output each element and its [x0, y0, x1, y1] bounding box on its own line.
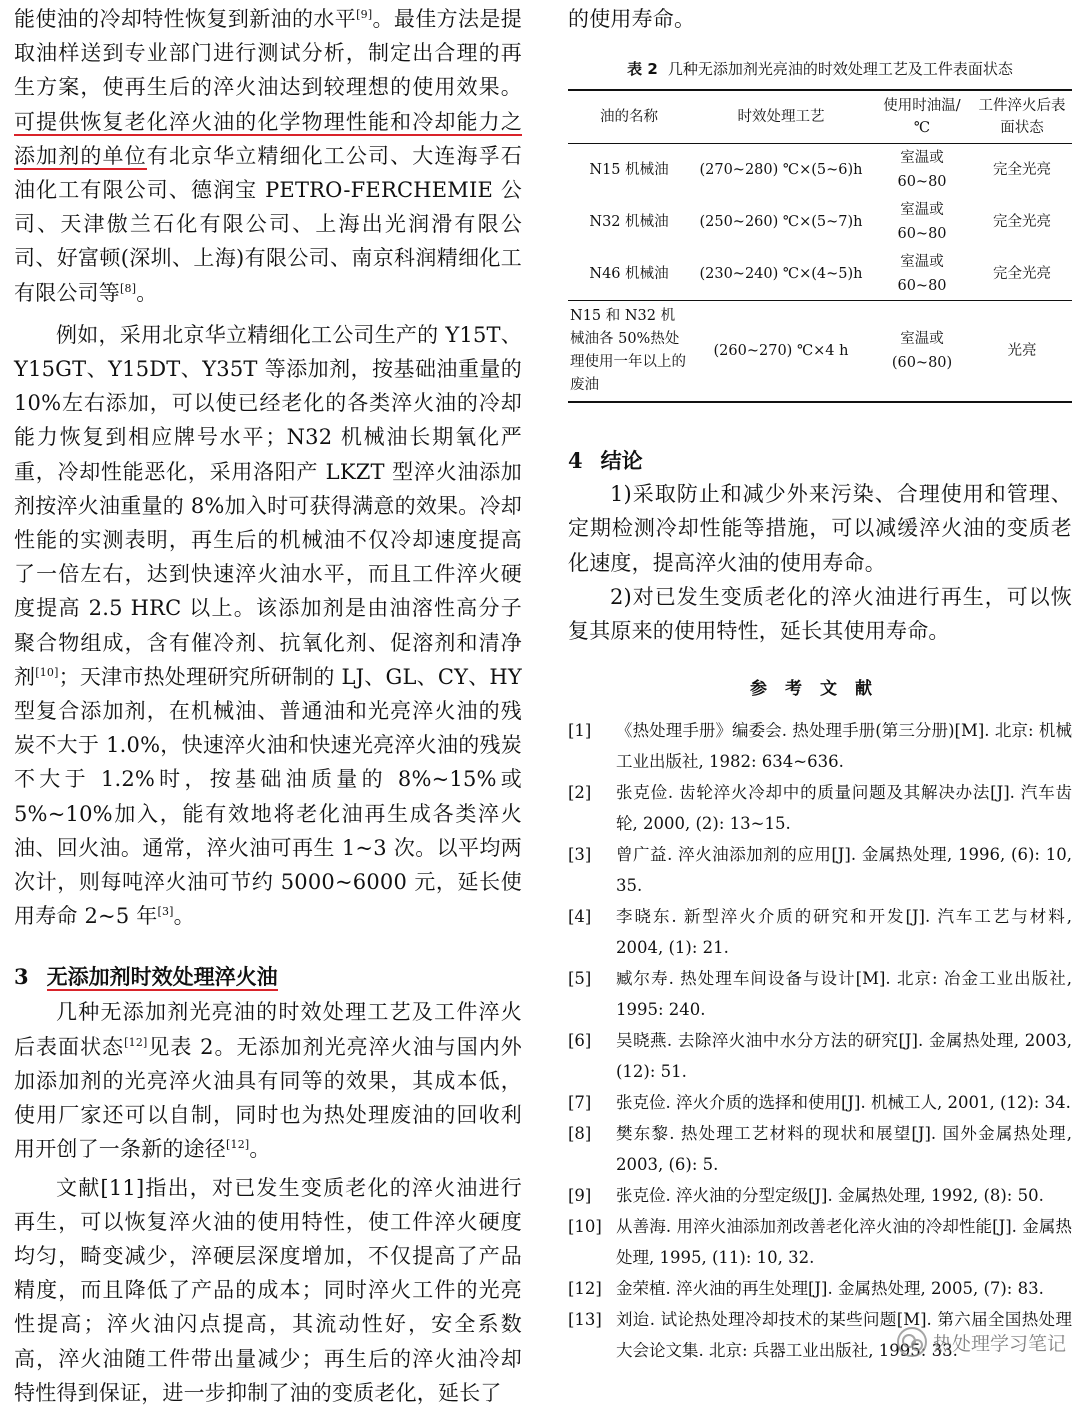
reference-item — [568, 1180, 1072, 1211]
paragraph — [14, 318, 522, 934]
section-heading — [14, 961, 522, 993]
section-number: 3 — [14, 964, 29, 990]
table-row — [568, 248, 1072, 301]
reference-text: 《热处理手册》编委会. 热处理手册(第三分册)[M]. 北京: 机械工业出版社, 1982: 634~636. — [616, 721, 1072, 772]
text: 。 — [136, 280, 158, 305]
reference-item — [568, 777, 1072, 839]
reference-number: [1] — [568, 721, 592, 741]
paragraph: 文献[11]指出，对已发生变质老化的淬火油进行再生，可以恢复淬火油的使用特性，使工件淬火硬度均匀，畸变减少，淬硬层深度增加，不仅提高了产品精度，而且降低了产品的成本；同时淬火工件的光亮性提高；淬火油闪点提高，其流动性好，安全系数高，淬火油随工件带出量减少；再生后的淬火油冷却特性得到保证，进一步抑制了油的变质老化，延长了 — [14, 1175, 522, 1405]
paragraph — [14, 995, 522, 1166]
reference-text: 樊东黎. 热处理工艺材料的现状和展望[J]. 国外金属热处理, 2003, (6): 5. — [616, 1124, 1072, 1175]
table-cell: N46 机械油 — [589, 266, 669, 283]
references-list — [568, 715, 1072, 1366]
table-cell: 室温或 60~80 — [897, 150, 947, 191]
wechat-icon — [897, 1327, 927, 1357]
citation: [9] — [356, 8, 373, 21]
reference-item — [568, 1118, 1072, 1180]
table-cell: N32 机械油 — [589, 214, 669, 231]
reference-item — [568, 901, 1072, 963]
section-number: 4 — [568, 448, 583, 474]
table-cell: N15 机械油 — [589, 162, 669, 179]
reference-number: [10] — [568, 1217, 602, 1237]
table-header-row — [568, 90, 1072, 144]
table-cell: 室温或 60~80 — [897, 202, 947, 243]
table-title: 几种无添加剂光亮油的时效处理工艺及工件表面状态 — [667, 60, 1013, 79]
table-cell: 室温或(60~80) — [891, 331, 953, 372]
reference-text: 张克俭. 淬火油的分型定级[J]. 金属热处理, 1992, (8): 50. — [616, 1186, 1044, 1206]
left-column — [14, 2, 522, 1410]
reference-item — [568, 715, 1072, 777]
citation: [12] — [226, 1138, 250, 1152]
reference-number: [6] — [568, 1031, 592, 1051]
text: 能使油的冷却特性恢复到新油的水平 — [14, 7, 357, 31]
table-header: 油的名称 — [568, 90, 690, 144]
reference-item — [568, 1025, 1072, 1087]
reference-item — [568, 839, 1072, 901]
table-cell: 完全光亮 — [993, 266, 1051, 283]
watermark — [897, 1327, 1066, 1357]
reference-text: 曾广益. 淬火油添加剂的应用[J]. 金属热处理, 1996, (6): 10, 35. — [616, 845, 1072, 896]
text: 。 — [249, 1137, 271, 1162]
table-number: 表 2 — [627, 60, 658, 79]
table-row — [568, 196, 1072, 248]
table-cell: (260~270) ℃×4 h — [713, 343, 849, 360]
reference-number: [3] — [568, 845, 592, 865]
table-cell: 完全光亮 — [993, 162, 1051, 179]
text: 。最佳方法是提取油样送到专业部门进行测试分析，制定出合理的再生方案，使再生后的淬火油达到较理想的使用效果。 — [14, 7, 522, 100]
reference-item — [568, 1087, 1072, 1118]
reference-text: 张克俭. 齿轮淬火冷却中的质量问题及其解决办法[J]. 汽车齿轮, 2000, (2): 13~15. — [616, 783, 1072, 834]
table-header: 工件淬火后表面状态 — [972, 90, 1072, 144]
table-header: 时效处理工艺 — [690, 90, 872, 144]
text: 见表 2。无添加剂光亮淬火油与国内外加添加剂的光亮淬火油具有同等的效果，其成本低，使用厂家还可以自制，同时也为热处理废油的回收利用开创了一条新的途径 — [14, 1034, 522, 1162]
table-cell: 完全光亮 — [993, 214, 1051, 231]
text: ；天津市热处理研究所研制的 LJ、GL、CY、HY 型复合添加剂，在机械油、普通油和光亮淬火油的残炭不大于 1.0%，快速淬火油和快速光亮淬火油的残炭不大于 1.2%时，按基础油质量的 8%~15%或 5%~10%加入，能有效地将老化油再生成各类淬火油、回火油。通常，淬火油可再生 1~3 次。以平均两次计，则每吨淬火油可节约 5000~6000 元，延长使用寿命 2~5 年 — [14, 664, 522, 929]
table-row — [568, 144, 1072, 197]
reference-text: 金荣植. 淬火油的再生处理[J]. 金属热处理, 2005, (7): 83. — [616, 1279, 1044, 1299]
table-cell: N15 和 N32 机械油各 50%热处理使用一年以上的废油 — [570, 308, 686, 394]
table-cell: 室温或 60~80 — [897, 254, 947, 295]
reference-item — [568, 1273, 1072, 1304]
text: 有北京华立精细化工公司、大连海孚石油化工有限公司、德润宝 PETRO-FERCHEMIE 公司、天津傲兰石化有限公司、上海出光润滑有限公司、好富顿(深圳、上海)有限公司、南京科润精细化工有限公司等 — [14, 143, 522, 305]
table-cell: (250~260) ℃×(5~7)h — [699, 214, 863, 231]
reference-number: [13] — [568, 1310, 602, 1330]
section-heading — [568, 445, 1072, 477]
paragraph: 2)对已发生变质老化的淬火油进行再生，可以恢复其原来的使用特性，延长其使用寿命。 — [568, 584, 1072, 644]
references-title: 参考文献 — [750, 679, 890, 700]
right-column — [568, 2, 1072, 1366]
citation: [3] — [157, 905, 174, 919]
watermark-text: 热处理学习笔记 — [932, 1332, 1066, 1355]
reference-text: 李晓东. 新型淬火介质的研究和开发[J]. 汽车工艺与材料, 2004, (1): 21. — [616, 907, 1072, 958]
reference-item — [568, 963, 1072, 1025]
text: 。 — [173, 904, 195, 929]
table-header: 使用时油温/ ℃ — [872, 90, 972, 144]
text: 几种无添加剂光亮油的时效处理工艺及工件淬火后表面状态 — [14, 1000, 522, 1059]
paragraph: 的使用寿命。 — [568, 7, 696, 31]
reference-text: 臧尔寿. 热处理车间设备与设计[M]. 北京: 冶金工业出版社, 1995: 240. — [616, 969, 1072, 1020]
paragraph: 1)采取防止和减少外来污染、合理使用和管理、定期检测冷却性能等措施，可以减缓淬火油的变质老化速度，提高淬火油的使用寿命。 — [568, 482, 1072, 575]
reference-number: [2] — [568, 783, 592, 803]
section-title: 结论 — [600, 448, 643, 474]
table-cell: 光亮 — [1007, 343, 1037, 360]
reference-number: [9] — [568, 1186, 592, 1206]
table-caption — [568, 58, 1072, 79]
section-title: 无添加剂时效处理淬火油 — [46, 964, 278, 990]
reference-item — [568, 1211, 1072, 1273]
citation: [10] — [35, 665, 59, 679]
reference-number: [12] — [568, 1279, 602, 1299]
reference-number: [8] — [568, 1124, 592, 1144]
reference-text: 刘迨. 试论热处理冷却技术的某些问题[M]. 第六届全国热处理大会论文集. 北京: 兵器工业出版社, 1995: 33. — [616, 1310, 1072, 1361]
reference-number: [7] — [568, 1093, 592, 1113]
table-row — [568, 301, 1072, 403]
reference-text: 张克俭. 淬火介质的选择和使用[J]. 机械工人, 2001, (12): 34. — [616, 1093, 1071, 1113]
data-table — [568, 89, 1072, 403]
table-cell: (270~280) ℃×(5~6)h — [699, 162, 863, 179]
citation: [8] — [120, 281, 137, 295]
underlined-highlight: 可提供恢复老化淬火油的化学物理性能和冷却能力之添加剂的单位 — [14, 109, 522, 168]
text: 例如，采用北京华立精细化工公司生产的 Y15T、Y15GT、Y15DT、Y35T 等添加剂，按基础油重量的 10%左右添加，可以使已经老化的各类淬火油的冷却能力恢复到相应牌号水平；N32 机械油长期氧化严重，冷却性能恶化，采用洛阳产 LKZT 型淬火油添加剂按淬火油重量的 8%加入时可获得满意的效果。冷却性能的实测表明，再生后的机械油不仅冷却速度提高了一倍左右，达到快速淬火油水平，而且工件淬火硬度提高 2.5 HRC 以上。该添加剂是由油溶性高分子聚合物组成，含有催冷剂、抗氧化剂、促溶剂和清净剂 — [14, 322, 522, 689]
paragraph — [14, 2, 522, 310]
citation: [12] — [124, 1035, 148, 1049]
reference-number: [4] — [568, 907, 592, 927]
reference-text: 从善海. 用淬火油添加剂改善老化淬火油的冷却性能[J]. 金属热处理, 1995, (11): 10, 32. — [616, 1217, 1072, 1268]
reference-text: 吴晓燕. 去除淬火油中水分方法的研究[J]. 金属热处理, 2003, (12): 51. — [616, 1031, 1072, 1082]
table-cell: (230~240) ℃×(4~5)h — [699, 266, 863, 283]
reference-number: [5] — [568, 969, 592, 989]
